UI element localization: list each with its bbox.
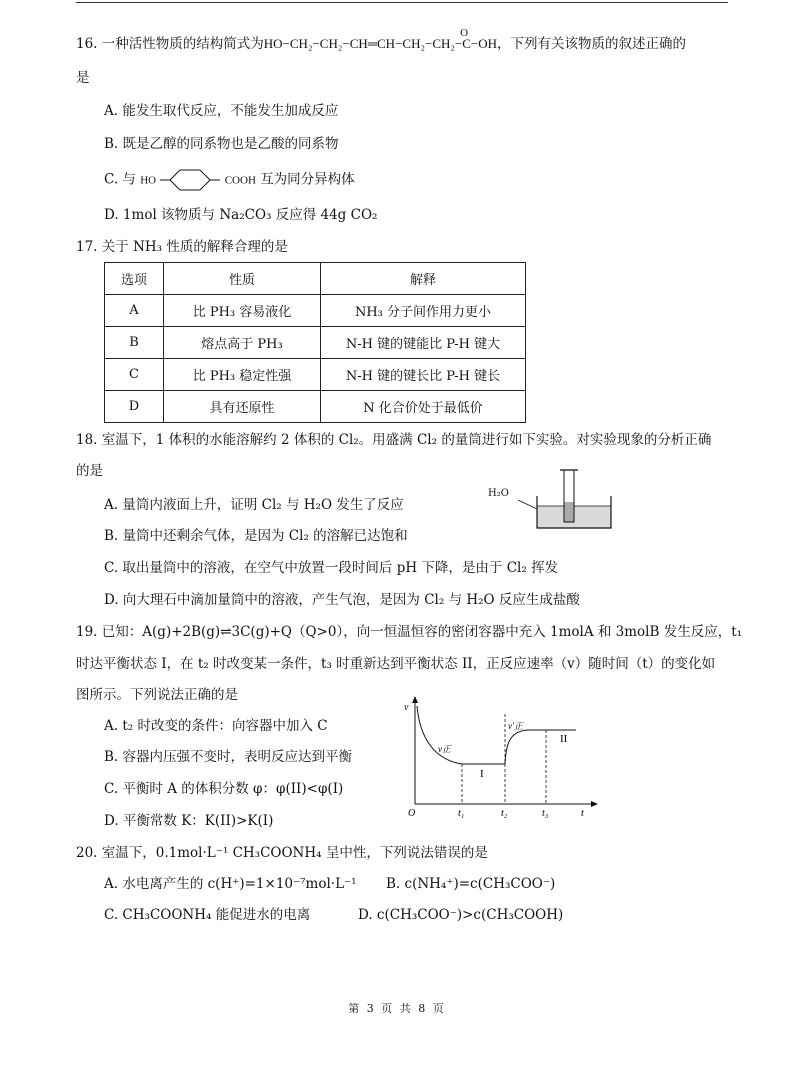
option-18-d: D. 向大理石中滴加量筒中的溶液，产生气泡，是因为 Cl₂ 与 H₂O 反应生成盐酸 (104, 592, 580, 608)
curve2-label: v′正 (508, 721, 523, 731)
option-16-b: B. 既是乙醇的同系物也是乙酸的同系物 (104, 136, 339, 152)
option-19-a: A. t₂ 时改变的条件：向容器中加入 C (104, 718, 328, 734)
state-i-label: I (480, 768, 484, 780)
question-20: 20. 室温下，0.1mol·L⁻¹ CH₃COONH₄ 呈中性，下列说法错误的是 (76, 845, 488, 861)
question-19-line1: 19. 已知：A(g)+2B(g)⇌3C(g)+Q（Q>0），向一恒温恒容的密闭容器中充入 1molA 和 3molB 发生反应，t₁ (76, 624, 743, 640)
option-19-b: B. 容器内压强不变时，表明反应达到平衡 (104, 749, 353, 765)
option-19-c: C. 平衡时 A 的体积分数 φ：φ(II)<φ(I) (104, 781, 344, 797)
question-text: 一种活性物质的结构简式为 (101, 36, 264, 52)
table-row: B 熔点高于 PH₃ N-H 键的键能比 P-H 键大 (105, 327, 526, 359)
question-16-line1 (76, 27, 687, 54)
rate-time-graph (398, 694, 598, 826)
option-16-a: A. 能发生取代反应，不能发生加成反应 (104, 103, 339, 119)
table-row: A 比 PH₃ 容易液化 NH₃ 分子间作用力更小 (105, 295, 526, 327)
option-16-c: C. 与 HO COOH 互为同分异构体 (104, 168, 355, 192)
x-axis-arrow-icon (591, 801, 598, 807)
option-19-d: D. 平衡常数 K：K(II)>K(I) (104, 813, 274, 829)
question-18-line1: 18. 室温下，1 体积的水能溶解约 2 体积的 Cl₂。用盛满 Cl₂ 的量筒进行如下实验。对实验现象的分析正确 (76, 432, 712, 448)
option-20-a: A. 水电离产生的 c(H⁺)=1×10⁻⁷mol·L⁻¹ (104, 876, 357, 892)
table-row: C 比 PH₃ 稳定性强 N-H 键的键长比 P-H 键长 (105, 359, 526, 391)
question-16-line2: 是 (76, 70, 90, 86)
carboxyl-label: COOH (224, 174, 256, 187)
table-row: D 具有还原性 N 化合价处于最低价 (105, 391, 526, 423)
option-16-d: D. 1mol 该物质与 Na₂CO₃ 反应得 44g CO₂ (104, 207, 378, 223)
option-18-a: A. 量筒内液面上升，证明 Cl₂ 与 H₂O 发生了反应 (104, 497, 404, 513)
hydroxyl-label: HO (140, 174, 157, 187)
question-number: 16. (76, 36, 98, 52)
x-axis-label: t (581, 808, 584, 819)
origin-label: O (408, 808, 416, 819)
y-axis-label: v (404, 702, 409, 713)
structural-formula: HO−CH₂−CH₂−CH═CH−CH₂−CH₂−C−OH O (264, 36, 497, 51)
water-label: H₂O (488, 488, 509, 499)
tick-t3: t₃ (542, 808, 549, 819)
option-18-c: C. 取出量筒中的溶液，在空气中放置一段时间后 pH 下降，是由于 Cl₂ 挥发 (104, 560, 559, 576)
page-footer: 第 3 页 共 8 页 (348, 1002, 446, 1015)
curve1-label: v正 (438, 744, 451, 754)
state-ii-label: II (560, 733, 568, 745)
header-rule (76, 2, 728, 3)
question-19-line3: 图所示。下列说法正确的是 (76, 687, 238, 703)
tick-t1: t₁ (458, 808, 465, 819)
question-19-line2: 时达平衡状态 I，在 t₂ 时改变某一条件，t₃ 时重新达到平衡状态 II，正反应速率（v）随时间（t）的变化如 (76, 656, 716, 672)
option-20-c: C. CH₃COONH₄ 能促进水的电离 (104, 907, 311, 923)
question-text: ，下列有关该物质的叙述正确的 (497, 36, 687, 52)
curve-forward-rate (417, 706, 505, 764)
nh3-property-table (104, 262, 526, 423)
cyclohexane-ring-icon (160, 168, 220, 192)
y-axis-arrow-icon (412, 696, 418, 703)
option-20-d: D. c(CH₃COO⁻)>c(CH₃COOH) (358, 907, 564, 923)
carbonyl-oxygen: O (460, 27, 469, 39)
option-20-b: B. c(NH₄⁺)=c(CH₃COO⁻) (386, 876, 556, 892)
question-17: 17. 关于 NH₃ 性质的解释合理的是 (76, 239, 288, 255)
table-header-row: 选项 性质 解释 (105, 263, 526, 295)
tick-t2: t₂ (501, 808, 508, 819)
cylinder-trough-apparatus-icon (500, 462, 620, 534)
question-18-line2: 的是 (76, 463, 103, 479)
option-18-b: B. 量筒中还剩余气体，是因为 Cl₂ 的溶解已达饱和 (104, 528, 408, 544)
